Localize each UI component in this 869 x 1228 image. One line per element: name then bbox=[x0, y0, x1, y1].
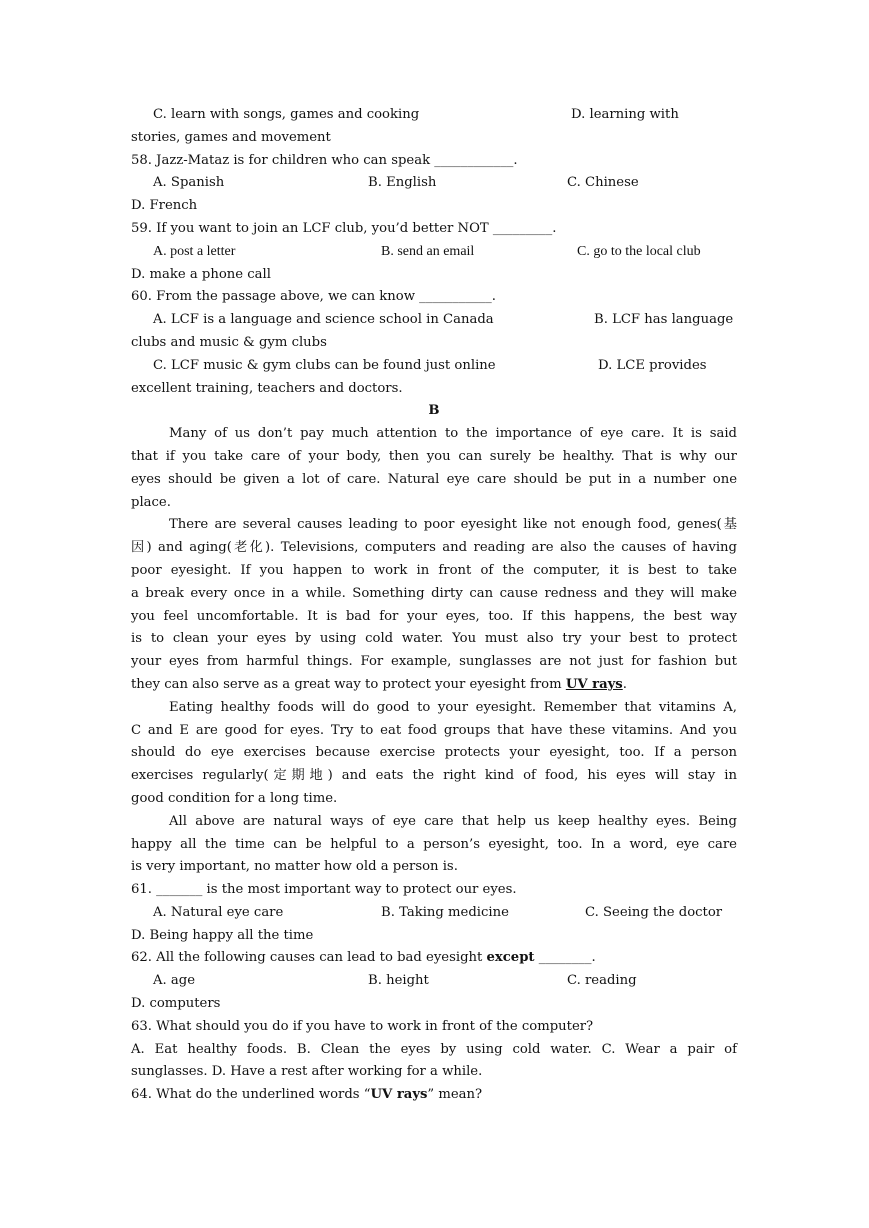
q58-option-c: C. Chinese bbox=[567, 175, 639, 191]
q60-stem: 60. From the passage above, we can know ___________. bbox=[131, 289, 496, 305]
q58-stem: 58. Jazz-Mataz is for children who can speak ____________. bbox=[131, 152, 518, 168]
passage-text: . bbox=[622, 676, 627, 692]
q62-except-bold: except bbox=[486, 950, 535, 966]
q63-options-line-2: sunglasses. D. Have a rest after working for a while. bbox=[131, 1064, 483, 1080]
section-b-title: B bbox=[428, 403, 440, 419]
q59-option-d: D. make a phone call bbox=[131, 266, 271, 282]
q60-option-d-continued: excellent training, teachers and doctors. bbox=[131, 380, 403, 396]
q62-stem bbox=[131, 947, 737, 970]
uv-rays-underlined: UV rays bbox=[565, 676, 623, 692]
q59-options-line bbox=[131, 241, 737, 264]
passage-line: Eating healthy foods will do good to your eyesight. Remember that vitamins A, bbox=[169, 699, 737, 715]
q58-option-b: B. English bbox=[368, 175, 437, 191]
q59-option-c: C. go to the local club bbox=[577, 243, 701, 259]
passage-line: poor eyesight. If you happen to work in front of the computer, it is best to take bbox=[131, 562, 737, 578]
q60-options-line-1 bbox=[131, 309, 737, 332]
document-page bbox=[131, 104, 737, 1107]
q64-stem bbox=[131, 1084, 737, 1107]
passage-paragraph-1 bbox=[131, 423, 737, 514]
q57-options-line bbox=[131, 104, 737, 127]
q57-option-d-continued: stories, games and movement bbox=[131, 129, 331, 145]
q62-stem-text: 62. All the following causes can lead to bad eyesight bbox=[131, 950, 483, 966]
passage-line bbox=[131, 674, 737, 697]
passage-line: should do eye exercises because exercise protects your eyesight, too. If a person bbox=[131, 745, 737, 761]
q61-option-a: A. Natural eye care bbox=[153, 904, 284, 920]
q62-option-a: A. age bbox=[153, 973, 196, 989]
q62-stem-blank: ________. bbox=[538, 950, 596, 966]
q58-option-d: D. French bbox=[131, 198, 198, 214]
q61-stem: 61. _______ is the most important way to protect our eyes. bbox=[131, 882, 517, 898]
q60-options-line-2 bbox=[131, 355, 737, 378]
passage-line: a break every once in a while. Something dirty can cause redness and they will make bbox=[131, 585, 737, 601]
passage-line: you feel uncomfortable. It is bad for your eyes, too. If this happens, the best way bbox=[131, 608, 737, 624]
passage-line: place. bbox=[131, 494, 171, 510]
q62-option-c: C. reading bbox=[567, 973, 637, 989]
q64-uv-rays-bold: UV rays bbox=[370, 1087, 428, 1103]
passage-line: All above are natural ways of eye care that help us keep healthy eyes. Being bbox=[169, 813, 737, 829]
passage-line: C and E are good for eyes. Try to eat food groups that have these vitamins. And you bbox=[131, 722, 737, 738]
passage-line: that if you take care of your body, then you can surely be healthy. That is why our bbox=[131, 448, 737, 464]
q58-option-a: A. Spanish bbox=[153, 175, 225, 191]
passage-line: good condition for a long time. bbox=[131, 790, 338, 806]
q60-option-c: C. LCF music & gym clubs can be found just online bbox=[153, 357, 496, 373]
passage-paragraph-4 bbox=[131, 811, 737, 879]
q59-option-a: A. post a letter bbox=[153, 243, 236, 259]
passage-line: is very important, no matter how old a person is. bbox=[131, 859, 458, 875]
q58-options-line bbox=[131, 172, 737, 195]
passage-line: eyes should be given a lot of care. Natural eye care should be put in a number one bbox=[131, 471, 737, 487]
q62-option-b: B. height bbox=[368, 973, 429, 989]
q62-options-line bbox=[131, 970, 737, 993]
passage-line: exercises regularly(定期地) and eats the right kind of food, his eyes will stay in bbox=[131, 768, 737, 784]
passage-line: 因) and aging(老化). Televisions, computers and reading are also the causes of having bbox=[131, 540, 737, 556]
q60-option-d: D. LCE provides bbox=[598, 357, 707, 373]
q57-option-d: D. learning with bbox=[571, 107, 679, 122]
q60-option-b-continued: clubs and music & gym clubs bbox=[131, 334, 327, 350]
q59-option-b: B. send an email bbox=[381, 243, 475, 259]
q61-option-d: D. Being happy all the time bbox=[131, 927, 314, 943]
passage-paragraph-3 bbox=[131, 697, 737, 811]
q61-option-b: B. Taking medicine bbox=[381, 904, 509, 920]
q59-stem: 59. If you want to join an LCF club, you’d better NOT _________. bbox=[131, 220, 557, 236]
passage-line: happy all the time can be helpful to a person’s eyesight, too. In a word, eye care bbox=[131, 836, 737, 852]
passage-line: There are several causes leading to poor eyesight like not enough food, genes(基 bbox=[169, 517, 737, 533]
q60-option-b: B. LCF has language bbox=[594, 312, 734, 328]
passage-line: is to clean your eyes by using cold water. You must also try your best to protect bbox=[131, 631, 737, 647]
passage-text: they can also serve as a great way to protect your eyesight from bbox=[131, 676, 562, 692]
q60-option-a: A. LCF is a language and science school in Canada bbox=[153, 312, 494, 328]
passage-line: Many of us don’t pay much attention to the importance of eye care. It is said bbox=[169, 426, 737, 442]
passage-line: your eyes from harmful things. For example, sunglasses are not just for fashion but bbox=[131, 654, 737, 670]
q64-stem-end: ” mean? bbox=[427, 1087, 483, 1103]
q63-options-line-1: A. Eat healthy foods. B. Clean the eyes by using cold water. C. Wear a pair of bbox=[131, 1041, 737, 1057]
q57-option-c: C. learn with songs, games and cooking bbox=[153, 107, 420, 122]
passage-paragraph-2 bbox=[131, 514, 737, 696]
q63-stem: 63. What should you do if you have to work in front of the computer? bbox=[131, 1018, 594, 1034]
q62-option-d: D. computers bbox=[131, 996, 221, 1012]
q61-options-line bbox=[131, 902, 737, 925]
q61-option-c: C. Seeing the doctor bbox=[585, 904, 723, 920]
q64-stem-text: 64. What do the underlined words “ bbox=[131, 1087, 371, 1103]
